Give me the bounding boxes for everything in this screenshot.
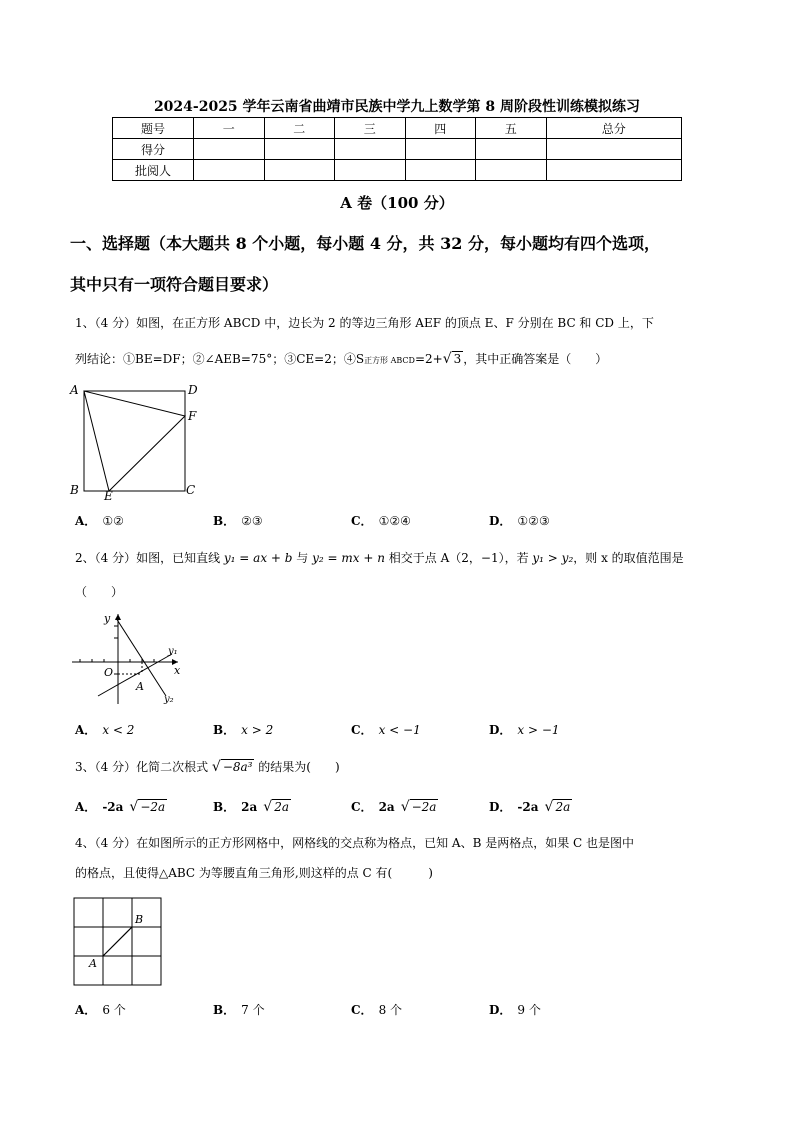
option-a[interactable] [75,1001,213,1018]
option-letter: A． [75,723,97,737]
table-cell [335,160,406,181]
section-heading-line1: 一、选择题（本大题共 8 个小题，每小题 4 分，共 32 分，每小题均有四个选项， [70,234,660,253]
table-cell: 一 [194,118,265,139]
table-cell: 总分 [546,118,682,139]
option-radicand: −2a [411,800,437,814]
option-d[interactable] [489,798,627,815]
radical-sign: √ [400,799,410,815]
q1-figure [66,380,206,502]
option-d[interactable] [489,721,627,738]
q1-options [75,512,735,529]
grid-label-a: A [89,957,97,970]
fig-label-a: A [70,383,79,397]
option-b[interactable] [213,798,351,815]
option-text: ②③ [241,514,263,528]
q1-line2-sub: 正方形 ABCD [364,356,415,365]
q4-line2: 的格点，且使得△ABC 为等腰直角三角形,则这样的点 C 有( ) [75,866,433,880]
table-cell [264,160,335,181]
option-b[interactable] [213,721,351,738]
option-letter: B． [213,800,236,814]
radical-sign: √ [263,799,273,815]
q2-options [75,721,735,738]
q1-line2 [75,344,735,376]
option-c[interactable] [351,512,489,529]
table-cell: 得分 [113,139,194,160]
q3-part2: 的结果为( ) [254,760,340,774]
option-d[interactable] [489,512,627,529]
q1-radicand: 3 [453,352,462,366]
table-cell: 题号 [113,118,194,139]
table-cell: 五 [476,118,547,139]
option-text: ①②④ [378,514,411,528]
option-letter: C． [351,800,373,814]
origin-label: O [104,666,114,679]
option-letter: A． [75,800,97,814]
q1-line2-b: =2+ [414,352,443,366]
line-label-y2: y₂ [164,694,174,705]
q2-eq2: y₂ = mx + n [312,551,385,565]
line-label-y1: y₁ [168,646,178,657]
q2-part1: 2、（4 分）如图，已知直线 [75,551,224,565]
option-coef: 2a [378,800,395,814]
option-text: ①②③ [517,514,550,528]
score-table-row [113,160,682,181]
fig-label-e: E [104,489,113,502]
q2-line2: （ ） [75,585,124,599]
score-table-header-row [113,118,682,139]
point-label-a: A [136,680,144,693]
option-radicand: 2a [555,800,571,814]
table-cell: 二 [264,118,335,139]
table-cell [546,139,682,160]
section-label: A 卷（100 分） [340,194,454,212]
option-text: 9 个 [517,1003,541,1017]
table-cell [194,139,265,160]
q2-line1 [75,543,735,573]
option-c[interactable] [351,721,489,738]
q4-options [75,1001,735,1018]
table-cell [405,160,476,181]
option-text: x < 2 [102,723,135,737]
radical-sign: √ [211,759,221,775]
q2-part4: ，则 x 的取值范围是 [573,551,684,565]
page-title: 2024-2025 学年云南省曲靖市民族中学九上数学第 8 周阶段性训练模拟练习 [153,99,641,115]
option-text: ①② [102,514,124,528]
q4-figure [73,897,165,989]
score-table [112,117,682,181]
option-letter: C． [351,1003,373,1017]
q4-line1: 4、（4 分）在如图所示的正方形网格中，网格线的交点称为格点，已知 A、B 是两格点，如果 C 也是图中 [75,836,635,850]
option-letter: A． [75,1003,97,1017]
option-coef: -2a [517,800,539,814]
q1-line1: 1、（4 分）如图，在正方形 ABCD 中，边长为 2 的等边三角形 AEF 的顶点 E、F 分别在 BC 和 CD 上，下 [75,316,654,330]
option-letter: C． [351,514,373,528]
q2-condition: y₁ > y₂ [532,551,574,565]
option-letter: D． [489,800,512,814]
table-cell: 三 [335,118,406,139]
fig-label-f: F [188,409,197,423]
q3-options [75,798,735,815]
table-cell [194,160,265,181]
q2-part3: 相交于点 A（2，−1），若 [384,551,533,565]
table-cell [546,160,682,181]
option-c[interactable] [351,1001,489,1018]
table-cell [264,139,335,160]
radical-sign: √ [129,799,139,815]
option-letter: B． [213,1003,236,1017]
option-letter: D． [489,723,512,737]
radical-sign: √ [442,351,452,367]
option-radicand: −2a [140,800,166,814]
table-cell [476,160,547,181]
option-coef: 2a [241,800,258,814]
q1-line2-a: 列结论：①BE=DF；②∠AEB=75°；③CE=2；④S [75,352,365,366]
q3-radicand: −8a³ [222,760,253,774]
option-a[interactable] [75,798,213,815]
q2-part2: 与 [292,551,313,565]
fig-label-b: B [70,483,79,497]
option-text: 8 个 [378,1003,403,1017]
section-heading-line2: 其中只有一项符合题目要求） [70,275,279,294]
q2-figure [68,610,188,706]
table-cell: 批阅人 [113,160,194,181]
option-text: x > 2 [241,723,274,737]
option-letter: B． [213,514,236,528]
radical-sign: √ [544,799,554,815]
option-b[interactable] [213,1001,351,1018]
table-cell [476,139,547,160]
axis-label-x: x [174,664,181,677]
option-d[interactable] [489,1001,627,1018]
option-radicand: 2a [274,800,289,814]
grid-label-b: B [135,913,144,926]
option-letter: D． [489,514,512,528]
table-cell [335,139,406,160]
option-text: x < −1 [378,723,421,737]
option-text: 6 个 [102,1003,126,1017]
option-a[interactable] [75,512,213,529]
fig-label-c: C [186,483,196,497]
option-letter: A． [75,514,97,528]
table-cell: 四 [405,118,476,139]
option-letter: B． [213,723,236,737]
q2-eq1: y₁ = ax + b [223,551,293,565]
axis-label-y: y [104,612,111,625]
option-b[interactable] [213,512,351,529]
option-text: 7 个 [241,1003,265,1017]
option-coef: -2a [102,800,124,814]
table-cell [405,139,476,160]
option-letter: D． [489,1003,512,1017]
fig-label-d: D [188,383,198,397]
q3-line1 [75,752,735,782]
option-text: x > −1 [517,723,560,737]
score-table-row [113,139,682,160]
option-a[interactable] [75,721,213,738]
option-c[interactable] [351,798,489,815]
q3-part1: 3、（4 分）化简二次根式 [75,760,212,774]
option-letter: C． [351,723,373,737]
q1-line2-c: ，其中正确答案是（ ） [463,352,608,366]
